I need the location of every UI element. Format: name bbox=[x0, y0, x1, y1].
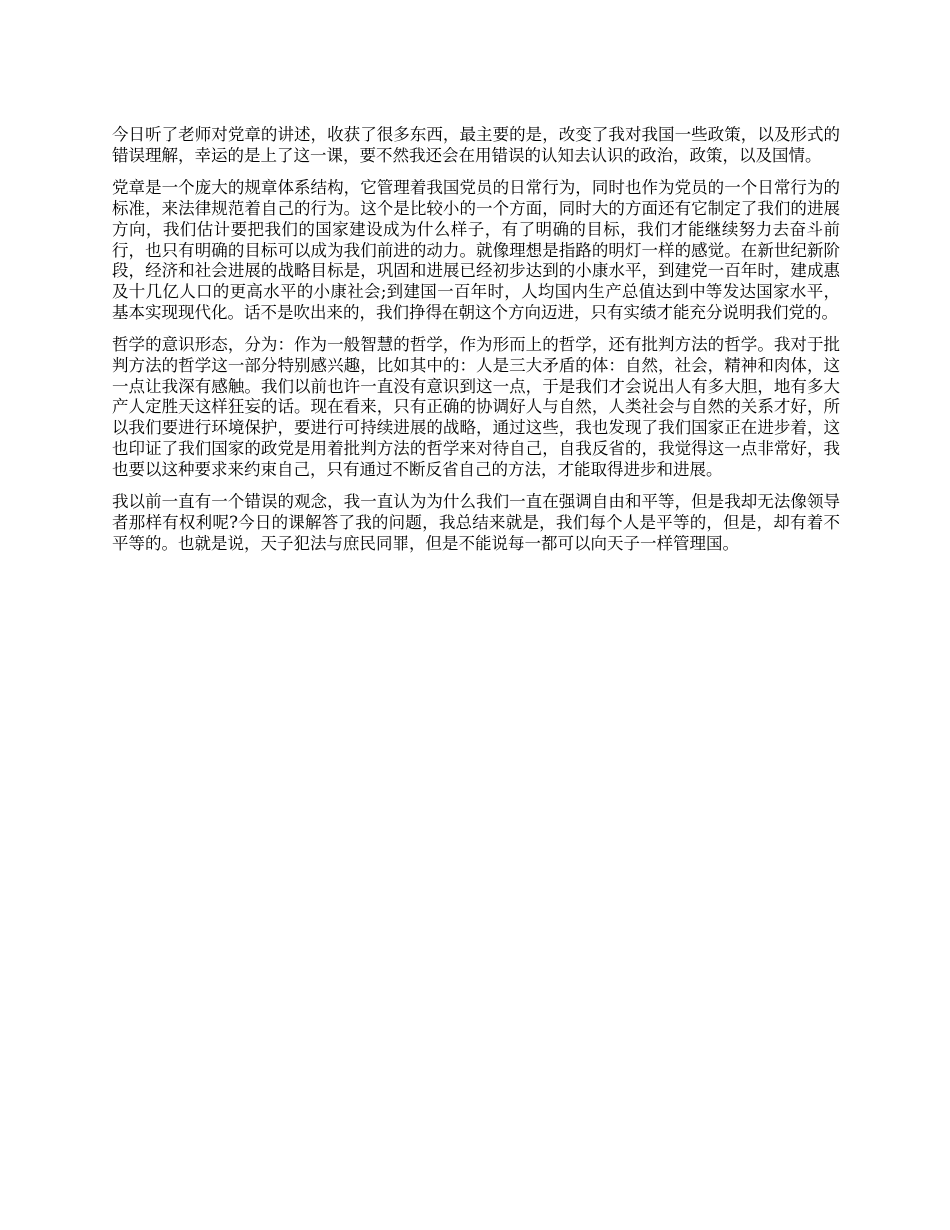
paragraph-2: 党章是一个庞大的规章体系结构，它管理着我国党员的日常行为，同时也作为党员的一个日常行为的标准，来法律规范着自己的行为。这个是比较小的一个方面，同时大的方面还有它制定了我们的进展方向，我们估计要把我们的国家建设成为什么样子，有了明确的目标，我们才能继续努力去奋斗前行，也只有明确的目标可以成为我们前进的动力。就像理想是指路的明灯一样的感觉。在新世纪新阶段，经济和社会进展的战略目标是，巩固和进展已经初步达到的小康水平，到建党一百年时，建成惠及十几亿人口的更高水平的小康社会;到建国一百年时，人均国内生产总值达到中等发达国家水平，基本实现现代化。话不是吹出来的，我们挣得在朝这个方向迈进，只有实绩才能充分说明我们党的。 bbox=[112, 178, 840, 322]
paragraph-4: 我以前一直有一个错误的观念，我一直认为为什么我们一直在强调自由和平等，但是我却无法像领导者那样有权利呢?今日的课解答了我的问题，我总结来就是，我们每个人是平等的，但是，却有着不平等的。也就是说，天子犯法与庶民同罪，但是不能说每一都可以向天子一样管理国。 bbox=[112, 492, 840, 553]
paragraph-3: 哲学的意识形态，分为：作为一般智慧的哲学，作为形而上的哲学，还有批判方法的哲学。我对于批判方法的哲学这一部分特别感兴趣，比如其中的：人是三大矛盾的体：自然，社会，精神和肉体，这一点让我深有感触。我们以前也许一直没有意识到这一点，于是我们才会说出人有多大胆，地有多大产人定胜天这样狂妄的话。现在看来，只有正确的协调好人与自然，人类社会与自然的关系才好，所以我们要进行环境保护，要进行可持续进展的战略，通过这些，我也发现了我们国家正在进步着，这也印证了我们国家的政党是用着批判方法的哲学来对待自己，自我反省的，我觉得这一点非常好，我也要以这种要求来约束自己，只有通过不断反省自己的方法，才能取得进步和进展。 bbox=[112, 335, 840, 479]
document-body bbox=[112, 125, 840, 566]
paragraph-1: 今日听了老师对党章的讲述，收获了很多东西，最主要的是，改变了我对我国一些政策，以及形式的错误理解，幸运的是上了这一课，要不然我还会在用错误的认知去认识的政治，政策，以及国情。 bbox=[112, 125, 840, 165]
